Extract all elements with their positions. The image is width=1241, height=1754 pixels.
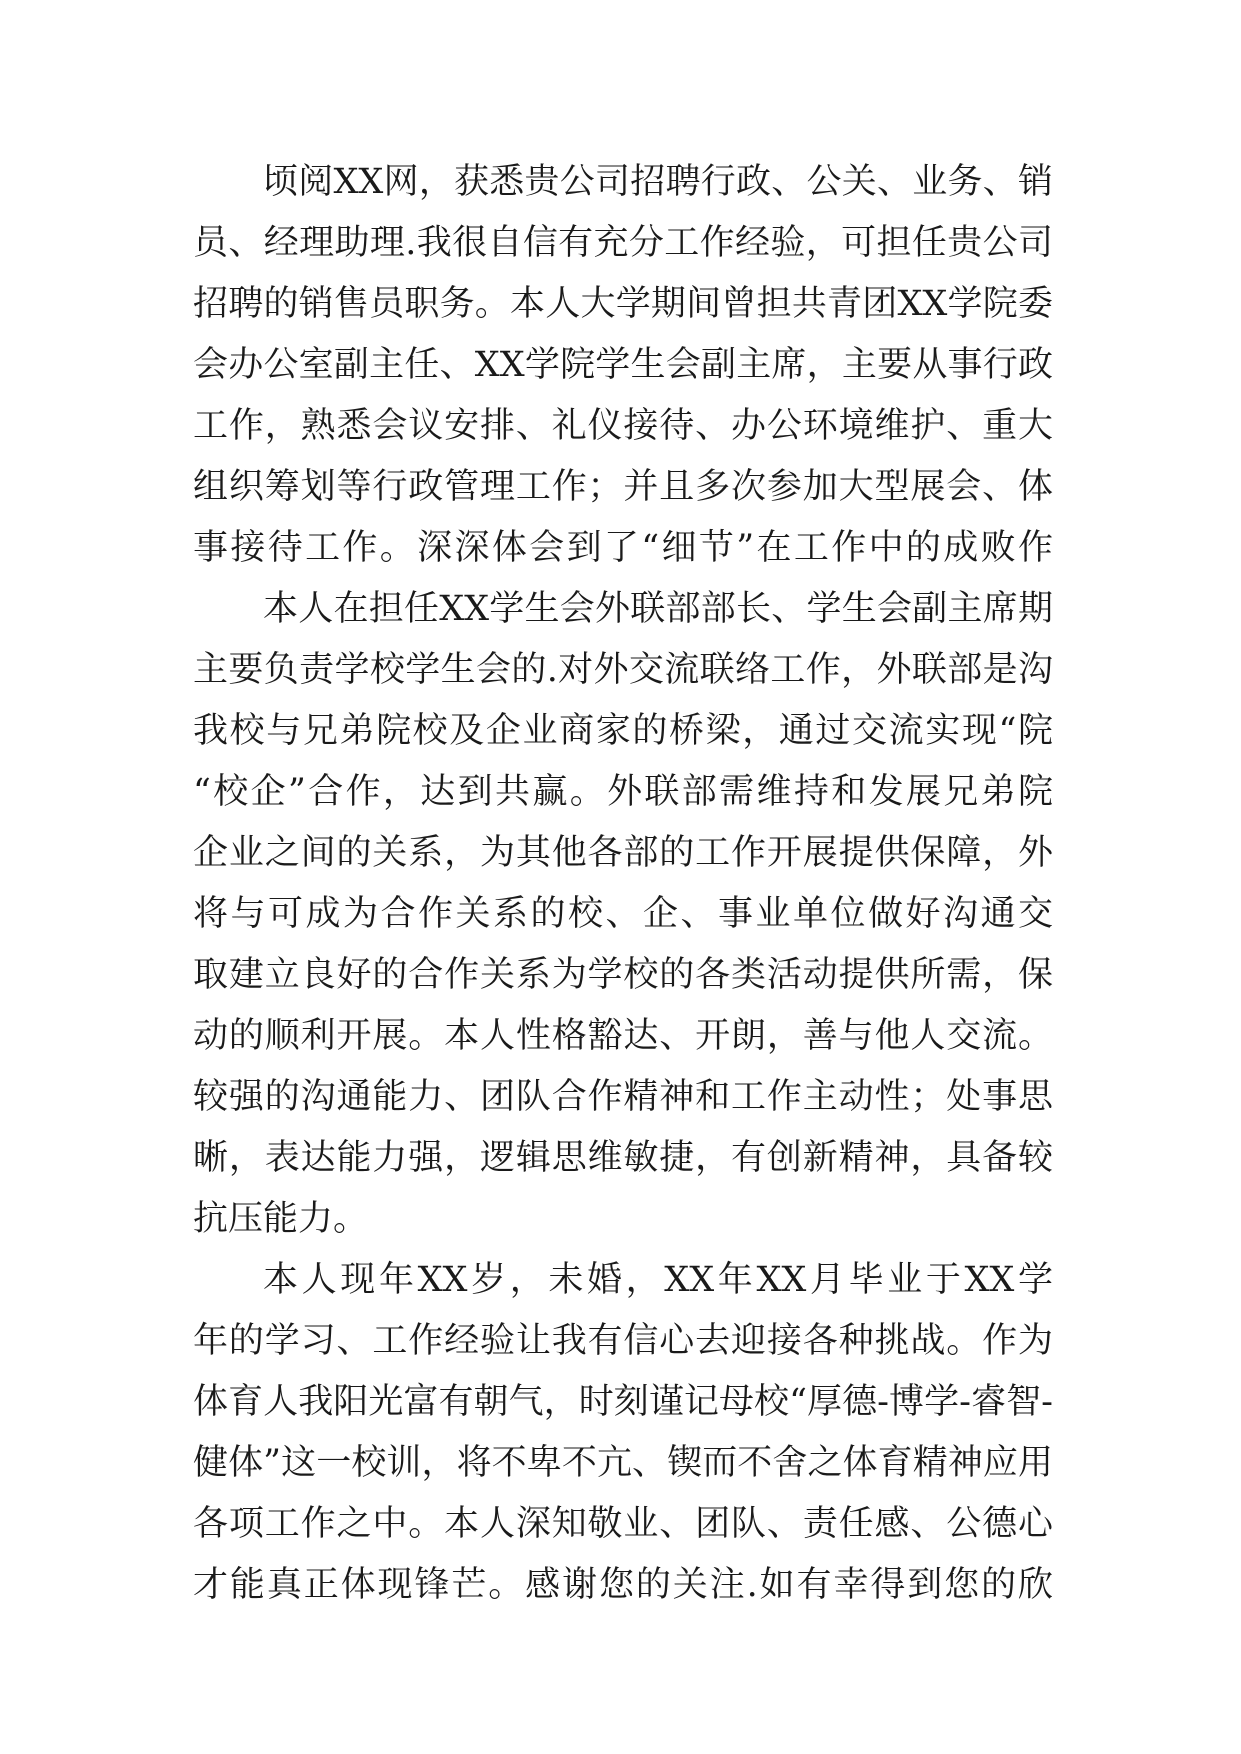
paragraph-1-line-6: 组织筹划等行政管理工作；并且多次参加大型展会、体 xyxy=(193,467,1053,507)
paragraph-2-line-2: 主要负责学校学生会的.对外交流联络工作，外联部是沟 xyxy=(193,650,1053,690)
paragraph-1-line-5: 工作，熟悉会议安排、礼仪接待、办公环境维护、重大 xyxy=(193,406,1053,446)
paragraph-1-line-7: 事接待工作。深深体会到了“细节”在工作中的成败作 xyxy=(193,528,1053,568)
paragraph-3-line-1: 本人现年XX岁，未婚，XX年XX月毕业于XX学 xyxy=(263,1260,1053,1300)
paragraph-1-line-4: 会办公室副主任、XX学院学生会副主席，主要从事行政 xyxy=(193,345,1053,385)
paragraph-3-line-5: 各项工作之中。本人深知敬业、团队、责任感、公德心 xyxy=(193,1504,1053,1544)
paragraph-3-line-4: 健体”这一校训，将不卑不亢、锲而不舍之体育精神应用 xyxy=(193,1443,1053,1483)
paragraph-1-line-2: 员、经理助理.我很自信有充分工作经验，可担任贵公司 xyxy=(193,223,1053,263)
paragraph-2-line-4: “校企”合作，达到共赢。外联部需维持和发展兄弟院 xyxy=(193,772,1053,812)
paragraph-3-line-6: 才能真正体现锋芒。感谢您的关注.如有幸得到您的欣 xyxy=(193,1565,1053,1605)
paragraph-2-line-1: 本人在担任XX学生会外联部部长、学生会副主席期 xyxy=(263,589,1053,629)
paragraph-2-line-6: 将与可成为合作关系的校、企、事业单位做好沟通交 xyxy=(193,894,1053,934)
paragraph-1-line-3: 招聘的销售员职务。本人大学期间曾担共青团XX学院委 xyxy=(193,284,1053,324)
paragraph-2-line-10: 晰，表达能力强，逻辑思维敏捷，有创新精神，具备较 xyxy=(193,1138,1053,1178)
cover-letter-body xyxy=(193,152,1053,1616)
paragraph-2-line-5: 企业之间的关系，为其他各部的工作开展提供保障，外 xyxy=(193,833,1053,873)
paragraph-1-line-1: 顷阅XX网，获悉贵公司招聘行政、公关、业务、销 xyxy=(263,162,1053,202)
paragraph-2-line-7: 取建立良好的合作关系为学校的各类活动提供所需，保 xyxy=(193,955,1053,995)
paragraph-2-line-9: 较强的沟通能力、团队合作精神和工作主动性；处事思 xyxy=(193,1077,1053,1117)
paragraph-2-line-11: 抗压能力。 xyxy=(193,1199,369,1239)
paragraph-3-line-3: 体育人我阳光富有朝气，时刻谨记母校“厚德-博学-睿智- xyxy=(193,1382,1053,1422)
paragraph-3-line-2: 年的学习、工作经验让我有信心去迎接各种挑战。作为 xyxy=(193,1321,1053,1361)
paragraph-2-line-3: 我校与兄弟院校及企业商家的桥梁，通过交流实现“院 xyxy=(193,711,1053,751)
paragraph-2-line-8: 动的顺利开展。本人性格豁达、开朗，善与他人交流。 xyxy=(193,1016,1053,1056)
